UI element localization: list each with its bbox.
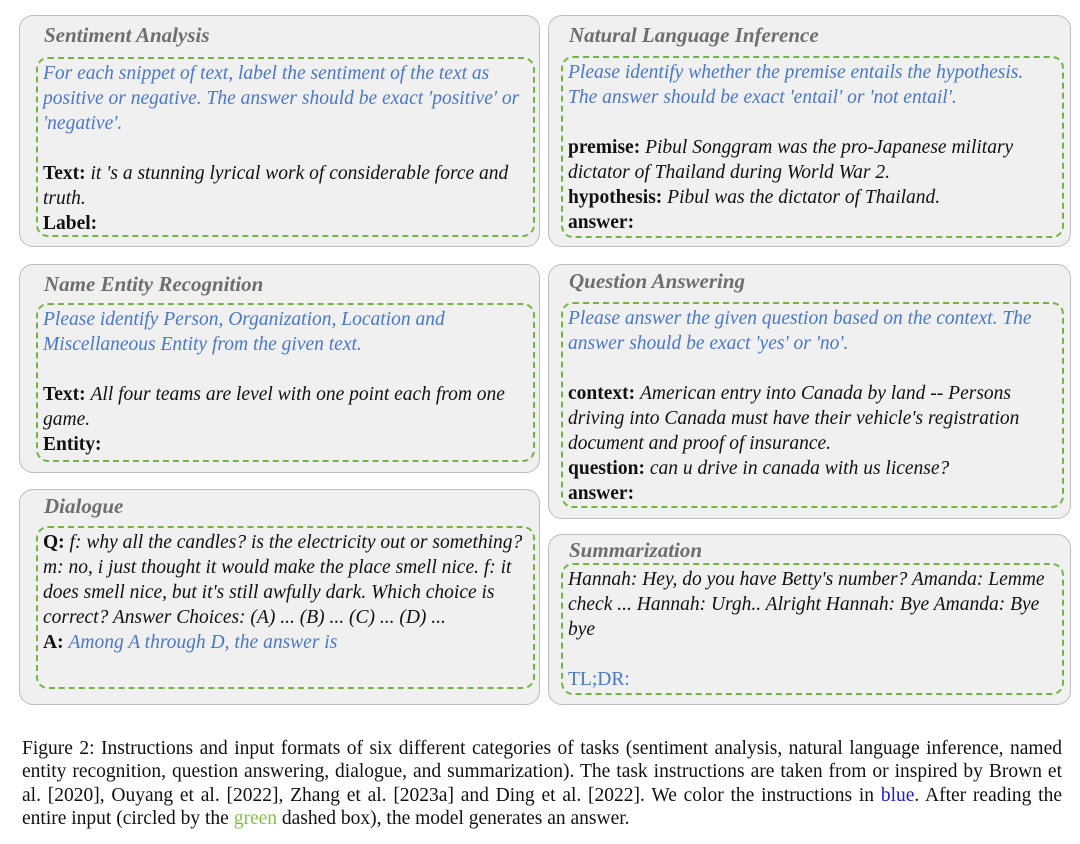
nli-hypothesis-value: Pibul was the dictator of Thailand. [667,187,941,208]
nli-premise-value: Pibul Songgram was the pro-Japanese military dictator of Thailand during World War 2. [568,137,1014,183]
nli-answer-key: answer: [568,212,635,233]
ner-title: Name Entity Recognition [44,272,264,296]
qa-card [548,264,1071,519]
summarization-title: Summarization [569,538,703,562]
dialogue-card [19,489,540,705]
dialogue-q-value: f: why all the candles? is the electricity out or something? m: no, i just thought it would make the place smell nice. f: it does smell nice, but it's still awfully dark. Which choice is correct? Answer Choices: (A) ... (B) ... (C) ... (D) ... [43,532,523,628]
ner-text-value: All four teams are level with one point each from one game. [43,384,505,430]
sentiment-text-line [43,161,527,211]
caption-green-word: green [233,808,278,830]
sentiment-analysis-title: Sentiment Analysis [44,23,210,47]
nli-card [548,15,1071,247]
ner-entity-key: Entity: [43,434,102,455]
summarization-text: Hannah: Hey, do you have Betty's number? Amanda: Lemme check ... Hannah: Urgh.. Alright Hannah: Bye Amanda: Bye bye [568,569,1045,640]
sentiment-instruction: For each snippet of text, label the sentiment of the text as positive or negative. The answer should be exact 'positive' or 'negative'. [43,63,520,134]
caption-part1: Figure 2: Instructions and input formats of six different categories of tasks (sentiment analysis, natural language inference, named entity recognition, question answering, dialogue, and summarization). The task instructions are taken from or inspired by Brown et al. [2020], Ouyang et al. [2022], Zhang et al. [2023a] and Ding et al. [2022]. We color the instructions in [22,738,1062,806]
dialogue-input-box [36,526,535,689]
figure-caption [22,737,1062,831]
dialogue-q-key: Q: [43,532,65,553]
dialogue-title: Dialogue [44,494,124,518]
sentiment-text-key: Text: [43,163,86,184]
ner-text-key: Text: [43,384,86,405]
sentiment-text-value: it 's a stunning lyrical work of considerable force and truth. [43,163,509,209]
qa-question-key: question: [568,458,645,479]
qa-instruction: Please answer the given question based on the context. The answer should be exact 'yes' or 'no'. [568,308,1032,354]
nli-premise-key: premise: [568,137,641,158]
qa-answer-key: answer: [568,483,635,504]
nli-instruction: Please identify whether the premise entails the hypothesis. The answer should be exact 'entail' or 'not entail'. [568,62,1024,108]
dialogue-a-value: Among A through D, the answer is [68,632,338,653]
sentiment-label-key: Label: [43,213,98,234]
sentiment-analysis-card [19,15,540,247]
nli-title: Natural Language Inference [569,23,819,47]
qa-context-key: context: [568,383,636,404]
summarization-tldr: TL;DR: [568,669,630,690]
caption-blue-word: blue [880,784,915,806]
qa-context-value: American entry into Canada by land -- Persons driving into Canada must have their vehicle's registration document and proof of insurance. [568,383,1020,454]
nli-input-box [561,56,1064,238]
summarization-input-box [561,563,1064,695]
nli-hypothesis-key: hypothesis: [568,187,663,208]
dialogue-a-key: A: [43,632,64,653]
caption-part2: . After reading the entire input (circled by the [22,784,1062,830]
summarization-card [548,534,1071,705]
qa-question-value: can u drive in canada with us license? [649,458,950,479]
qa-title: Question Answering [569,269,746,293]
qa-input-box [561,302,1064,508]
sentiment-input-box [36,57,535,237]
caption-part3: dashed box), the model generates an answer. [277,808,630,830]
ner-instruction: Please identify Person, Organization, Location and Miscellaneous Entity from the given text. [43,309,445,355]
ner-input-box [36,303,535,462]
ner-card [19,264,540,473]
